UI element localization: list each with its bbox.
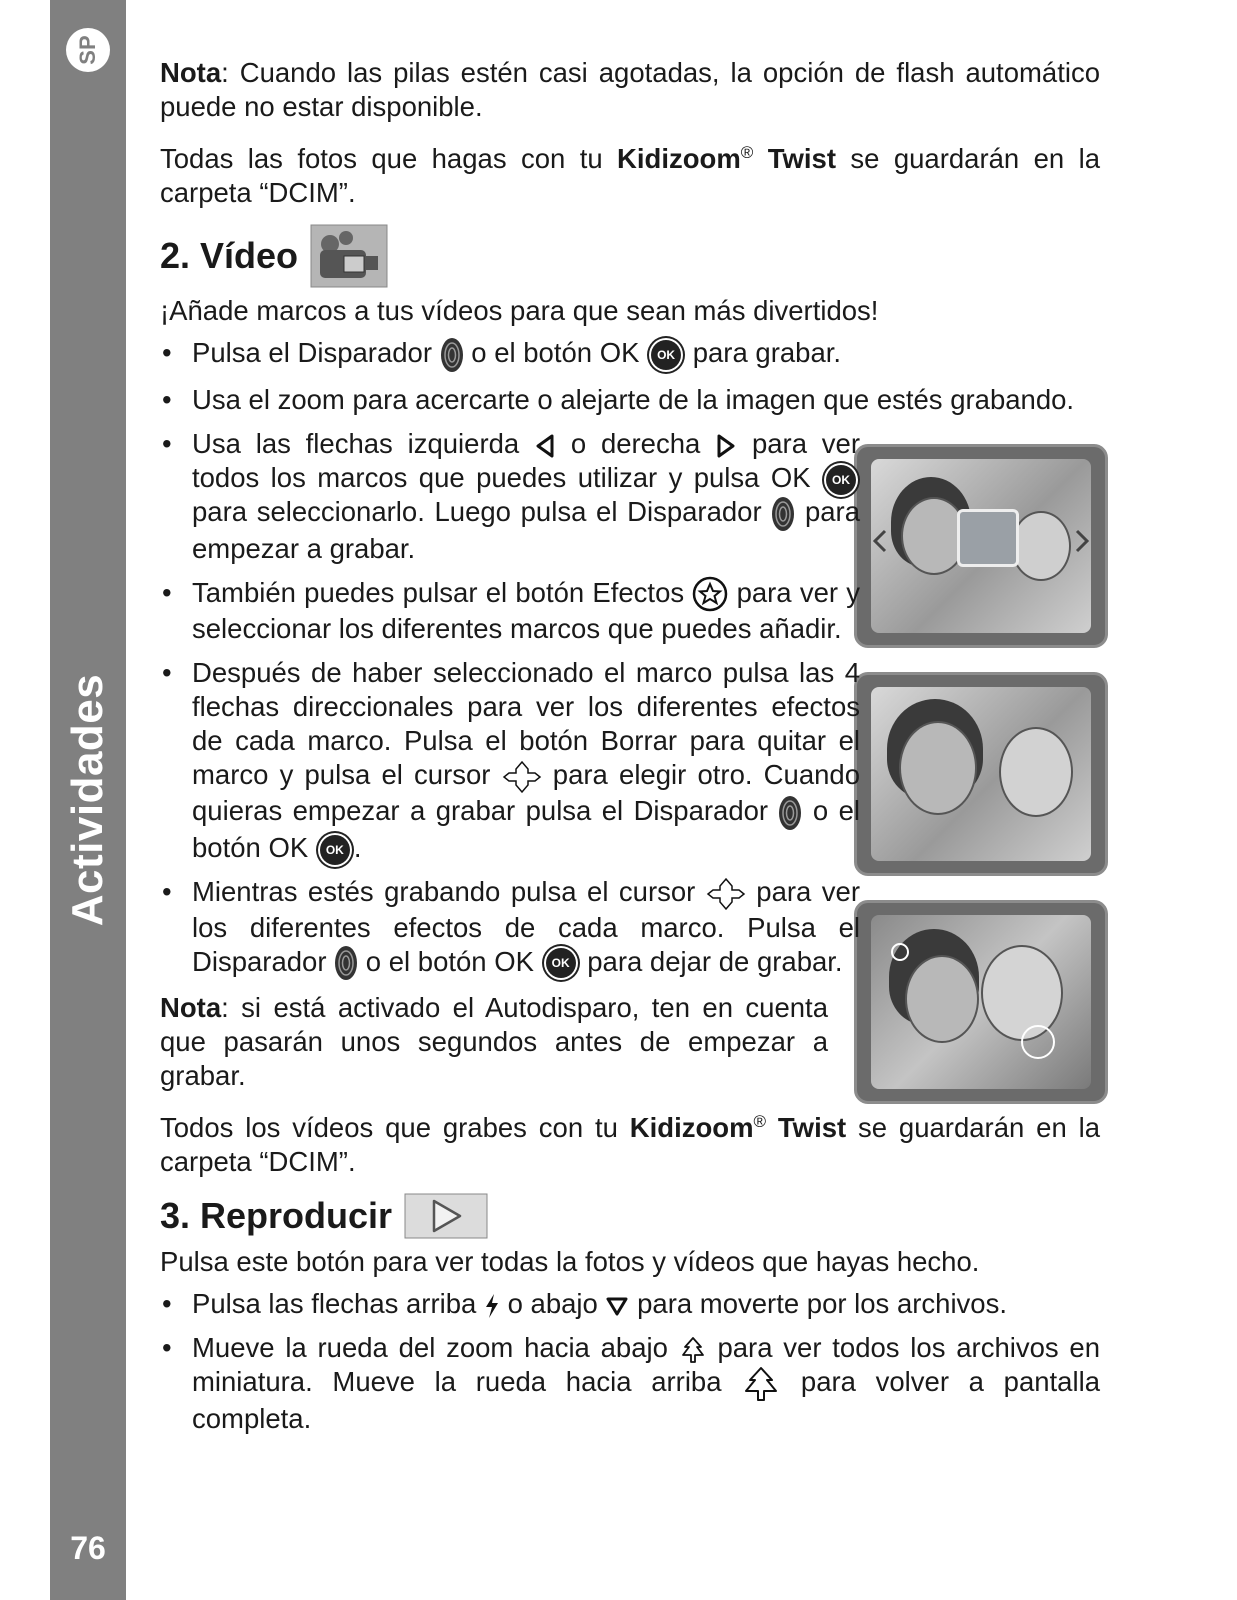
left-arrow-icon bbox=[534, 433, 556, 459]
video-note bbox=[160, 991, 828, 1093]
text-span: se guardarán en la carpeta “DCIM”. bbox=[160, 143, 1100, 209]
text-span: Mueve la rueda del zoom hacia abajo bbox=[192, 1332, 679, 1364]
model-name: Twist bbox=[767, 143, 836, 175]
ok-button-icon: OK bbox=[826, 465, 856, 495]
effects-star-icon bbox=[692, 576, 728, 612]
note-label: Nota bbox=[160, 992, 222, 1024]
text-span: se guardarán en la carpeta “DCIM”. bbox=[160, 1112, 1100, 1178]
text-span: o el botón OK bbox=[192, 795, 860, 863]
text-span: o abajo bbox=[499, 1288, 606, 1320]
text-span: para empezar a grabar. bbox=[192, 495, 860, 564]
playback-instructions bbox=[160, 1287, 1100, 1436]
page-number: 76 bbox=[70, 1530, 106, 1566]
text-span: Pulsa el Disparador bbox=[192, 337, 440, 369]
shutter-button-icon bbox=[771, 496, 795, 532]
cursor-dpad-icon bbox=[502, 760, 542, 794]
registered-mark: ® bbox=[740, 143, 754, 162]
text-span: Todas las fotos que hagas con tu bbox=[160, 143, 618, 175]
language-badge bbox=[66, 28, 110, 72]
list-item bbox=[160, 656, 860, 864]
video-heading bbox=[160, 224, 1100, 288]
list-item bbox=[160, 1287, 1100, 1321]
text-span: o derecha bbox=[556, 427, 716, 459]
video-camera-icon bbox=[310, 224, 388, 288]
list-item bbox=[160, 576, 860, 647]
ok-button-icon: OK bbox=[651, 340, 681, 370]
ok-button-icon: OK bbox=[320, 835, 350, 865]
text-span: Mientras estés grabando pulsa el cursor bbox=[192, 875, 706, 907]
text-span: para moverte por los archivos. bbox=[629, 1288, 1007, 1320]
text-span: o el botón OK bbox=[358, 945, 542, 977]
text-span: Pulsa las flechas arriba bbox=[192, 1288, 484, 1320]
shutter-button-icon bbox=[334, 945, 358, 981]
registered-mark: ® bbox=[753, 1112, 767, 1132]
intro-note bbox=[160, 56, 1100, 124]
model-name: Twist bbox=[777, 1112, 847, 1144]
note-label: Nota bbox=[160, 57, 222, 88]
video-heading-text: 2. Vídeo bbox=[160, 235, 299, 277]
text-span: para ver todos los marcos que puedes utilizar y pulsa OK bbox=[192, 427, 860, 493]
zoom-out-tree-icon bbox=[679, 1336, 707, 1364]
list-item bbox=[160, 427, 860, 566]
text-span: o el botón OK bbox=[463, 337, 648, 369]
videos-saved-text bbox=[160, 1105, 1100, 1179]
video-instructions bbox=[160, 336, 1100, 981]
text-span: . bbox=[353, 831, 362, 863]
down-arrow-icon bbox=[605, 1295, 629, 1317]
text-span: para volver a pantalla completa. bbox=[192, 1366, 1100, 1435]
text-span: para elegir otro. Cuando quieras empezar a grabar pulsa el Disparador bbox=[192, 759, 861, 827]
video-tagline: ¡Añade marcos a tus vídeos para que sean más divertidos! bbox=[160, 295, 879, 327]
list-item bbox=[160, 875, 860, 981]
playback-intro: Pulsa este botón para ver todas la fotos y vídeos que hayas hecho. bbox=[160, 1246, 980, 1278]
playback-heading-text: 3. Reproducir bbox=[160, 1195, 393, 1237]
text-span: para seleccionarlo. Luego pulsa el Disparador bbox=[192, 495, 772, 527]
play-button-icon bbox=[404, 1193, 488, 1239]
text-span: para dejar de grabar. bbox=[579, 945, 843, 977]
cursor-dpad-icon bbox=[706, 877, 746, 911]
text-span: para ver todos los archivos en miniatura. Mueve la rueda hacia arriba bbox=[192, 1332, 1101, 1398]
text-span: para ver los diferentes efectos de cada marco. Pulsa el Disparador bbox=[192, 875, 860, 977]
note-text: : si está activado el Autodisparo, ten en cuenta que pasarán unos segundos antes de empezar a grabar. bbox=[160, 992, 828, 1092]
brand-name: Kidizoom bbox=[629, 1112, 754, 1144]
right-arrow-icon bbox=[715, 433, 737, 459]
list-item: • Usa el zoom para acercarte o alejarte de la imagen que estés grabando. bbox=[160, 383, 1100, 417]
text-span: para ver y seleccionar los diferentes marcos que puedes añadir. bbox=[192, 576, 861, 645]
photos-saved-text bbox=[160, 136, 1100, 210]
main-content bbox=[160, 56, 1100, 1446]
text-span: Todos los vídeos que grabes con tu bbox=[160, 1112, 630, 1144]
text-span: Usa las flechas izquierda bbox=[192, 427, 535, 459]
text-span: para grabar. bbox=[685, 337, 842, 369]
playback-heading bbox=[160, 1193, 1100, 1239]
ok-button-icon: OK bbox=[546, 948, 576, 978]
list-item bbox=[160, 1331, 1100, 1436]
shutter-button-icon bbox=[440, 337, 464, 373]
shutter-button-icon bbox=[778, 795, 802, 831]
zoom-in-tree-icon bbox=[741, 1366, 781, 1402]
brand-name: Kidizoom bbox=[617, 143, 741, 175]
note-text: : Cuando las pilas estén casi agotadas, la opción de flash automático puede no estar disponible. bbox=[160, 57, 1100, 122]
text-span: Después de haber seleccionado el marco pulsa las 4 flechas direccionales para ver los diferentes efectos de cada marco. Pulsa el botón Borrar para quitar el marco y pulsa el cursor bbox=[192, 657, 860, 791]
section-title: Actividades bbox=[63, 673, 112, 927]
list-item bbox=[160, 336, 1100, 373]
up-arrow-flash-icon bbox=[484, 1293, 500, 1319]
language-badge-label: SP bbox=[75, 35, 100, 65]
text-span: También puedes pulsar el botón Efectos bbox=[192, 576, 693, 608]
